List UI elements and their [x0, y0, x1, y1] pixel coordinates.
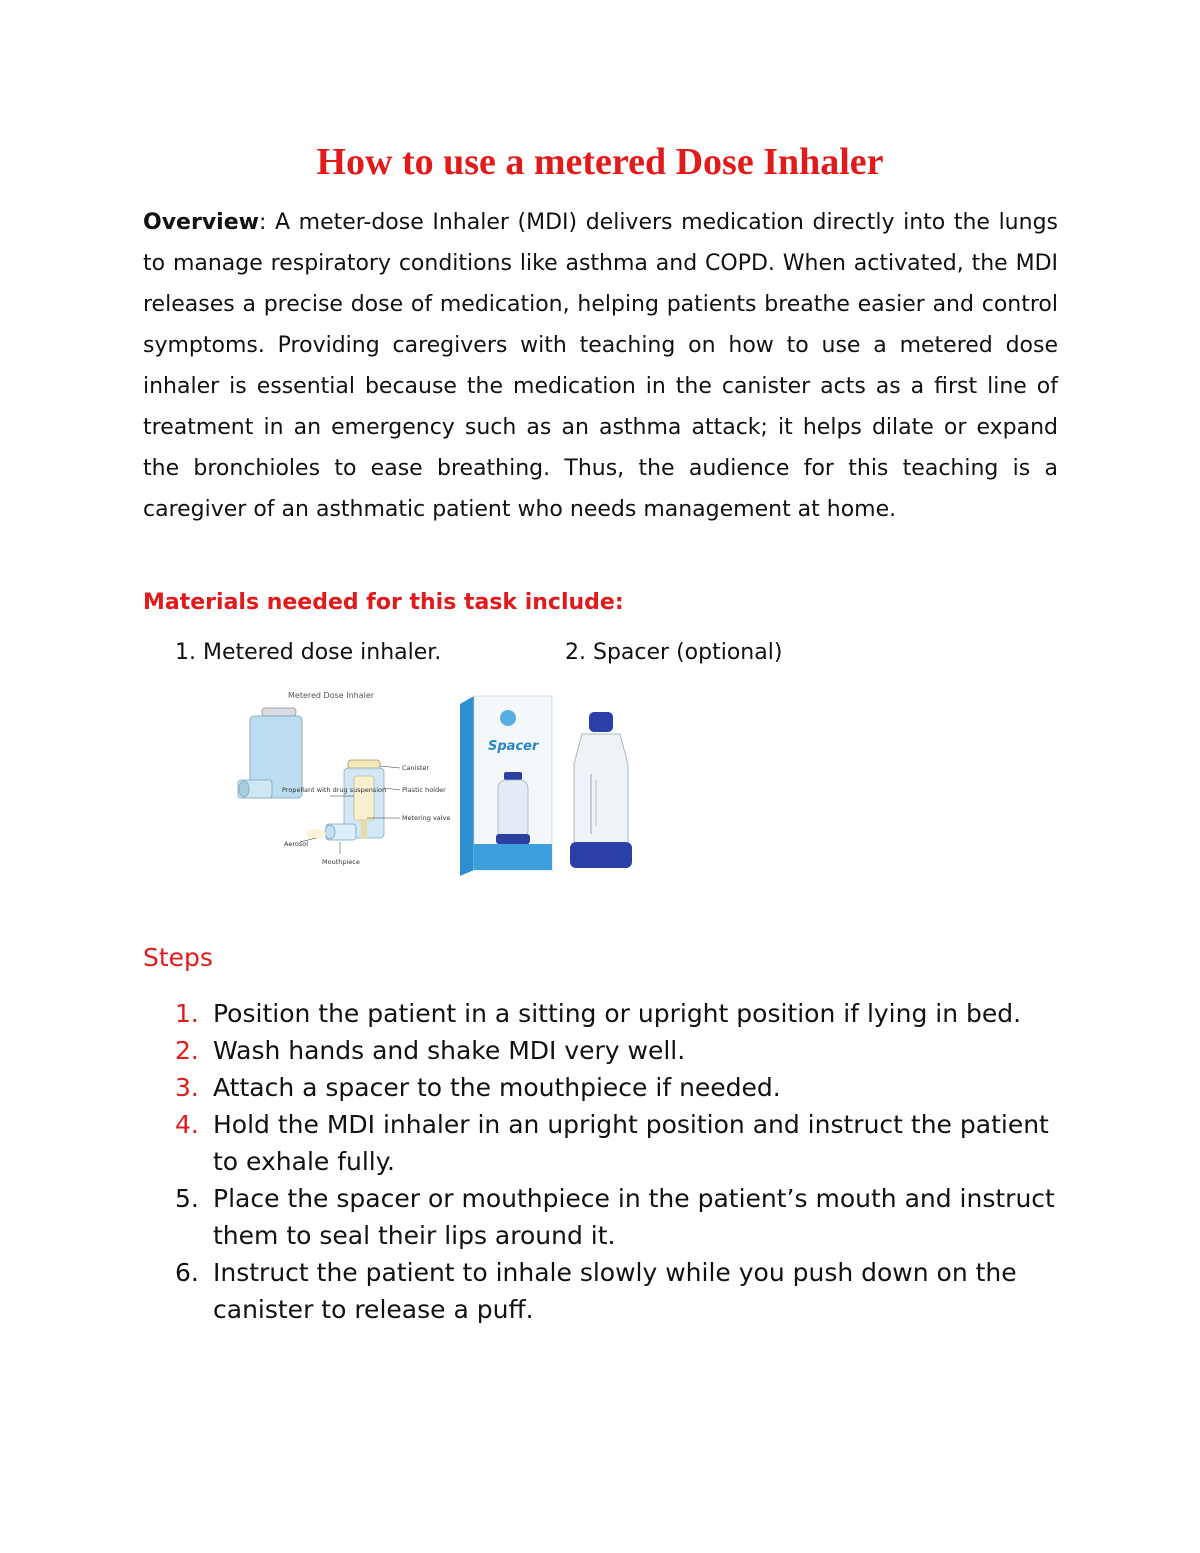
step-text: Position the patient in a sitting or upright position if lying in bed.: [213, 999, 1022, 1028]
step-text: Instruct the patient to inhale slowly while you push down on the canister to release a puff.: [213, 1258, 1017, 1324]
material-number: 2.: [565, 640, 586, 665]
spacer-brand-text: Spacer: [488, 739, 539, 754]
diagram-label-mouthpiece: Mouthpiece: [322, 858, 360, 866]
diagram-label-metering-valve: Metering valve: [402, 814, 451, 822]
diagram-label-aerosol: Aerosol: [284, 840, 309, 848]
material-text: Metered dose inhaler.: [203, 640, 442, 665]
overview-text: : A meter-dose Inhaler (MDI) delivers medication directly into the lungs to manage respiratory conditions like asthma and COPD. When activated, the MDI releases a precise dose of medication, helping patients breathe easier and control symptoms. Providing caregivers with teaching on how to use a metered dose inhaler is essential because the medication in the canister acts as a first line of treatment in an emergency such as an asthma attack; it helps dilate or expand the bronchioles to ease breathing. Thus, the audience for this teaching is a caregiver of an asthmatic patient who needs management at home.: [143, 210, 1058, 522]
page-title: How to use a metered Dose Inhaler: [316, 141, 884, 183]
step-item: [175, 1069, 1055, 1106]
step-text: Place the spacer or mouthpiece in the patient’s mouth and instruct them to seal their lips around it.: [213, 1184, 1055, 1250]
step-item: [175, 1032, 1055, 1069]
materials-heading: Materials needed for this task include:: [143, 590, 624, 615]
step-number: 6.: [175, 1258, 199, 1287]
steps-heading: Steps: [143, 943, 213, 972]
diagram-title: Metered Dose Inhaler: [288, 691, 375, 700]
step-number: 3.: [175, 1073, 199, 1102]
step-text: Attach a spacer to the mouthpiece if needed.: [213, 1073, 781, 1102]
step-number: 5.: [175, 1184, 199, 1213]
spacer-product-image: [456, 694, 646, 877]
step-text: Wash hands and shake MDI very well.: [213, 1036, 686, 1065]
material-number: 1.: [175, 640, 196, 665]
step-number: 2.: [175, 1036, 199, 1065]
overview-label: Overview: [143, 210, 259, 235]
step-item: [175, 1180, 1055, 1254]
step-item: [175, 1106, 1055, 1180]
step-text: Hold the MDI inhaler in an upright position and instruct the patient to exhale fully.: [213, 1110, 1049, 1176]
material-item-spacer: [565, 640, 782, 665]
diagram-label-propellant: Propellant with drug suspension: [282, 786, 387, 794]
step-item: [175, 1254, 1055, 1328]
diagram-label-plastic-holder: Plastic holder: [402, 786, 446, 794]
material-item-inhaler: [175, 640, 441, 665]
overview-paragraph: [143, 202, 1058, 530]
step-item: [175, 995, 1055, 1032]
steps-list: [175, 995, 1055, 1328]
diagram-label-canister: Canister: [402, 764, 430, 772]
material-text: Spacer (optional): [593, 640, 783, 665]
step-number: 1.: [175, 999, 199, 1028]
inhaler-diagram-image: [230, 684, 451, 874]
step-number: 4.: [175, 1110, 199, 1139]
